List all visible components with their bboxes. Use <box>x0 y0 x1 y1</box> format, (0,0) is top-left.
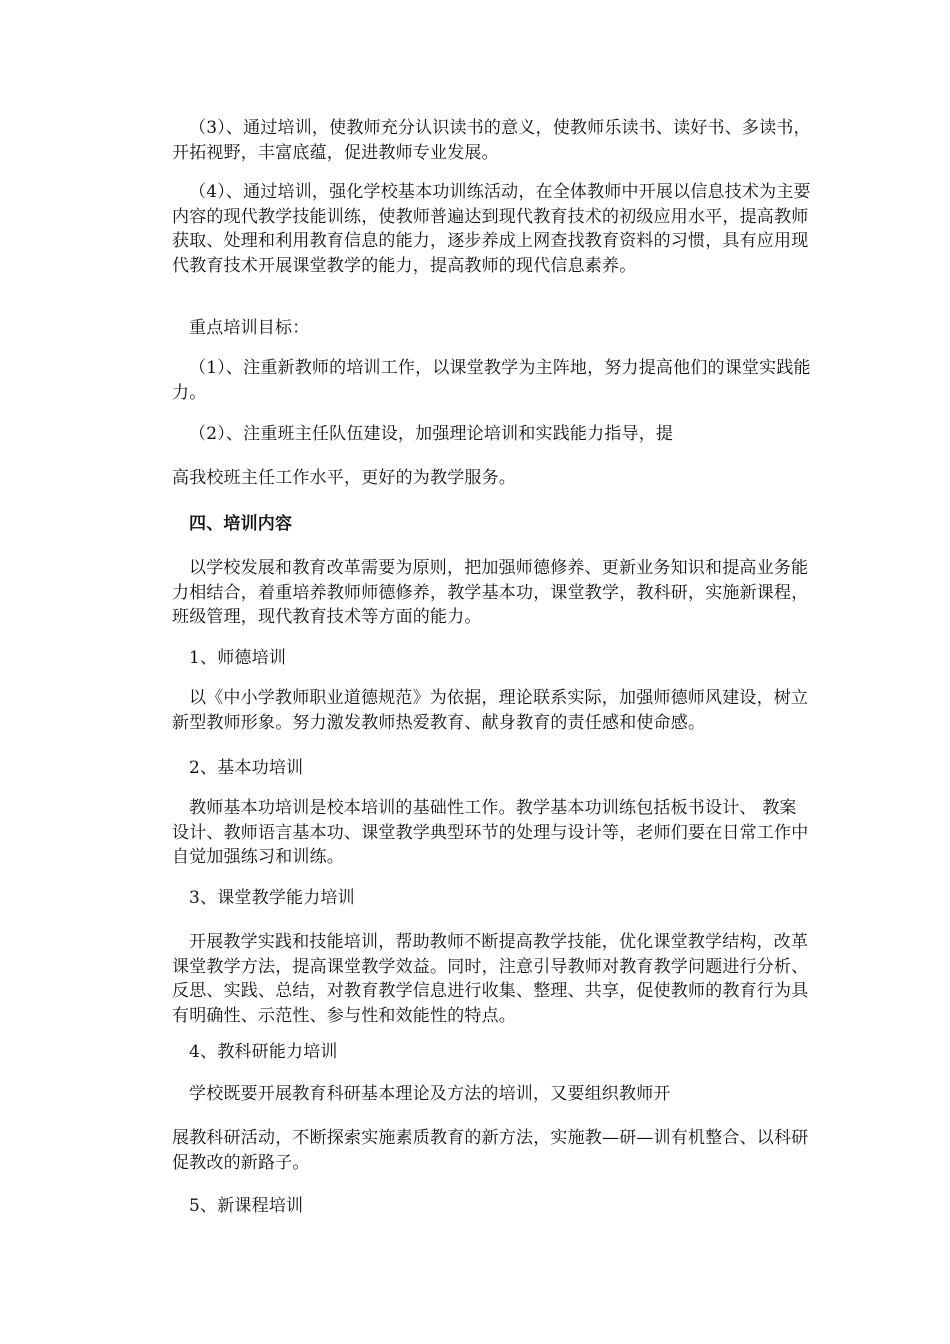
paragraph-ethics-training: 以《中小学教师职业道德规范》为依据，理论联系实际，加强师德师风建设，树立新型教师形象。努力激发教师热爱教育、献身教育的责任感和使命感。 <box>172 688 809 733</box>
paragraph-key-goal-2: （2）、注重班主任队伍建设，加强理论培训和实践能力指导，提 <box>189 424 674 444</box>
subheading-basic-skills-training: 2、基本功培训 <box>189 758 304 778</box>
paragraph-goal-3: （3）、通过培训，使教师充分认识读书的意义，使教师乐读书、读好书、多读书，开拓视野，丰富底蕴，促进教师专业发展。 <box>172 118 811 163</box>
paragraph-goal-4: （4）、通过培训，强化学校基本功训练活动，在全体教师中开展以信息技术为主要内容的现代教学技能训练，使教师普遍达到现代教育技术的初级应用水平，提高教师获取、处理和利用教育信息的能力，逐步养成上网查找教育资料的习惯，具有应用现代教育技术开展课堂教学的能力，提高教师的现代信息素养。 <box>172 182 811 276</box>
paragraph-classroom-teaching-training: 开展教学实践和技能培训，帮助教师不断提高教学技能，优化课堂教学结构，改革课堂教学方法，提高课堂教学效益。同时，注意引导教师对教育教学问题进行分析、反思、实践、总结，对教育教学信息进行收集、整理、共享，促使教师的教育行为具有明确性、示范性、参与性和效能性的特点。 <box>172 932 809 1026</box>
subheading-ethics-training: 1、师德培训 <box>189 648 287 668</box>
subheading-research-training: 4、教科研能力培训 <box>189 1042 338 1062</box>
paragraph-key-goal-1: （1）、注重新教师的培训工作，以课堂教学为主阵地，努力提高他们的课堂实践能力。 <box>172 358 811 403</box>
subheading-new-curriculum-training: 5、新课程培训 <box>189 1196 304 1216</box>
paragraph-research-training: 学校既要开展教育科研基本理论及方法的培训，又要组织教师开 <box>189 1084 671 1104</box>
subheading-classroom-teaching-training: 3、课堂教学能力培训 <box>189 888 355 908</box>
paragraph-key-goal-2-continued: 高我校班主任工作水平，更好的为教学服务。 <box>172 468 516 488</box>
paragraph-training-content-intro: 以学校发展和教育改革需要为原则，把加强师德修养、更新业务知识和提高业务能力相结合，着重培养教师师德修养，教学基本功，课堂教学，教科研，实施新课程，班级管理，现代教育技术等方面的能力。 <box>172 558 809 627</box>
section-heading-training-content: 四、培训内容 <box>189 514 293 534</box>
paragraph-research-training-continued: 展教科研活动，不断探索实施素质教育的新方法，实施教—研—训有机整合、以科研促教改的新路子。 <box>172 1128 809 1173</box>
paragraph-key-goals-heading: 重点培训目标： <box>189 318 310 338</box>
paragraph-basic-skills-training: 教师基本功培训是校本培训的基础性工作。教学基本功训练包括板书设计、 教案 设计、教师语言基本功、课堂教学典型环节的处理与设计等，老师们要在日常工作中自觉加强练习和训练。 <box>172 798 809 867</box>
